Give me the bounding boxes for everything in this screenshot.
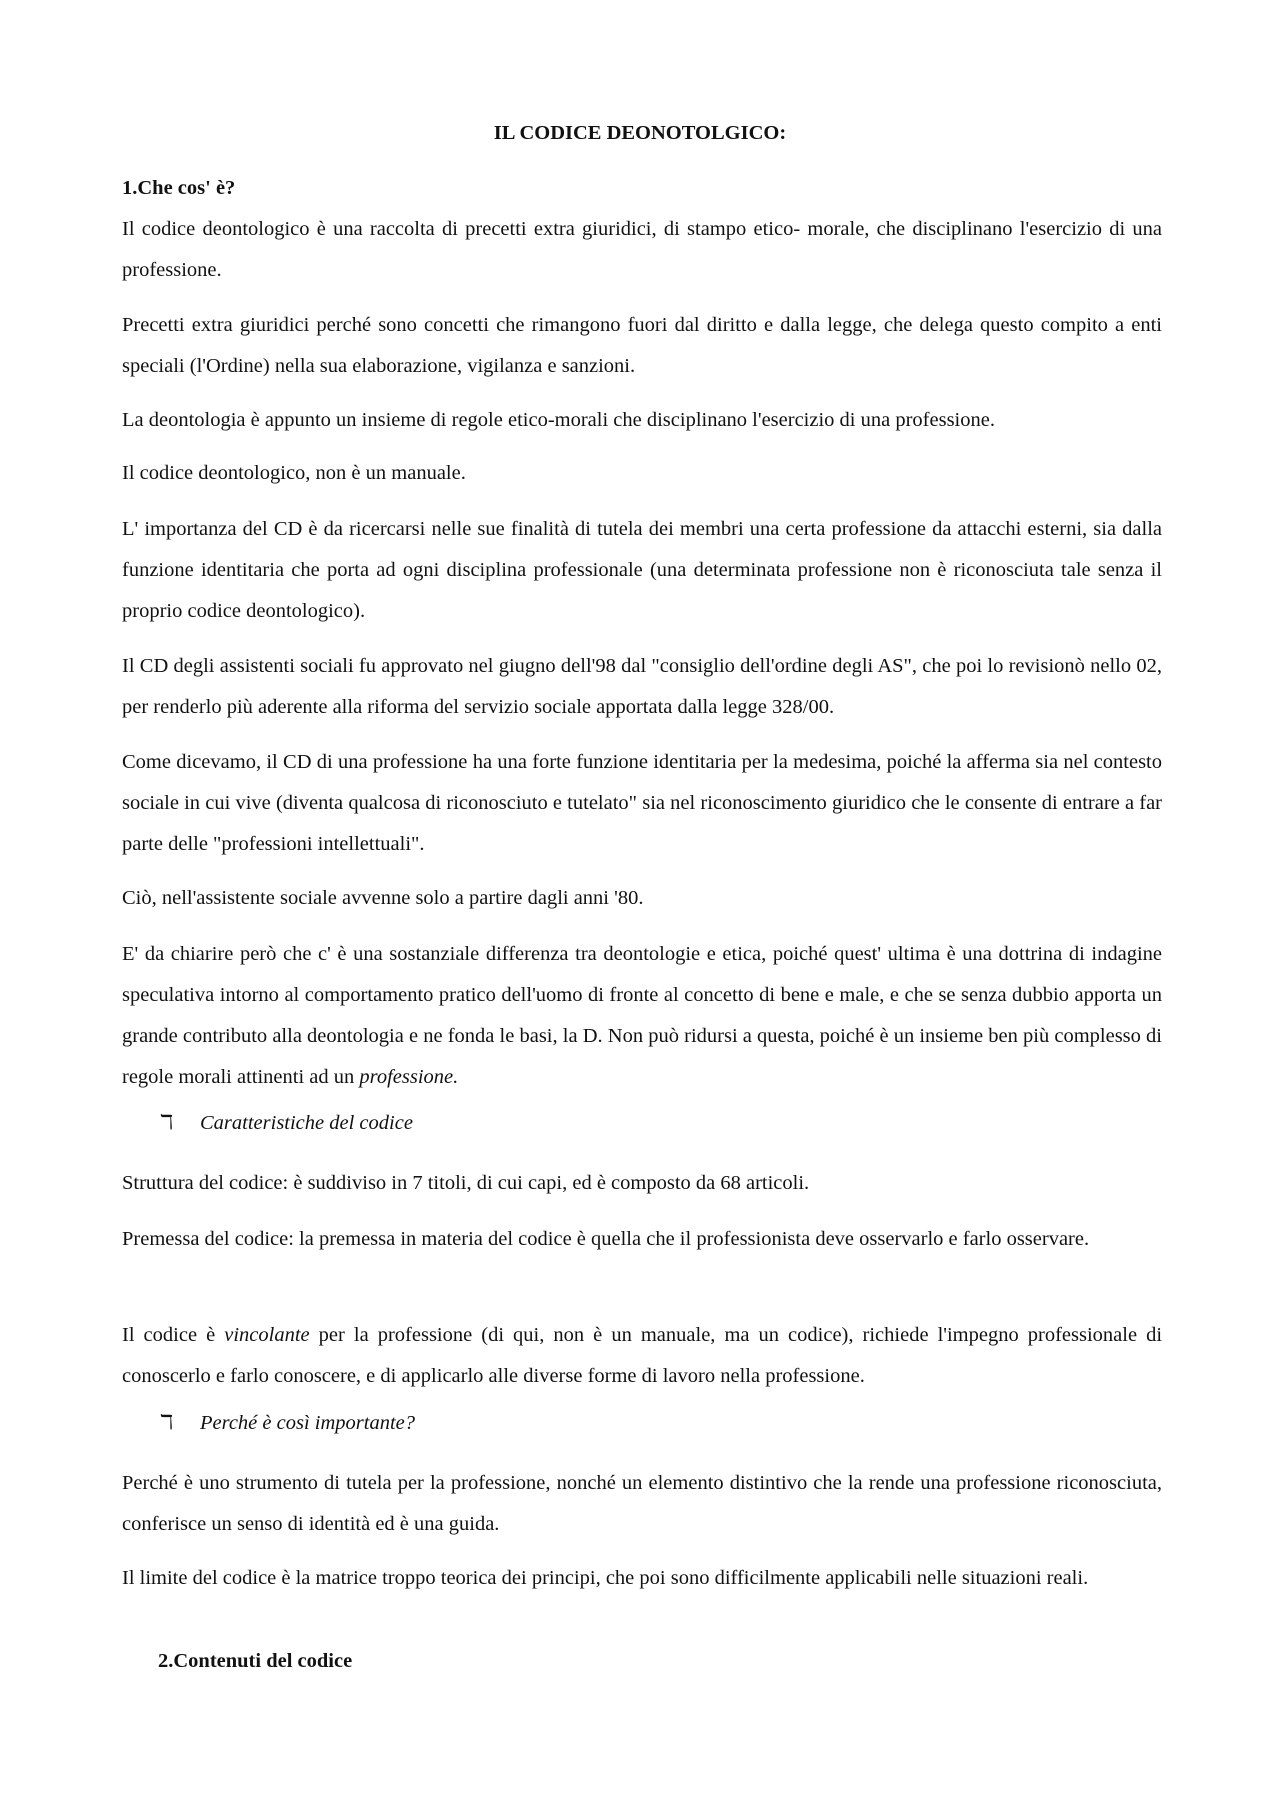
- binding-after: per la professione (di qui, non è un manuale, ma un codice), richiede l'impegno professionale di conoscerlo e farlo conoscere, e di applicarlo alle diverse forme di lavoro nella professione.: [122, 1324, 1163, 1387]
- bullet-icon: ℸ: [160, 1412, 174, 1434]
- paragraph-importance-cd: L' importanza del CD è da ricercarsi nelle sue finalità di tutela dei membri una certa professione da attacchi esterni, sia dalla funzione identitaria che porta ad ogni disciplina professionale (una determinata professione non è riconosciuta tale senza il proprio codice deontologico).: [122, 518, 1162, 622]
- paragraph-extra-legal: Precetti extra giuridici perché sono concetti che rimangono fuori dal diritto e dalla legge, che delega questo compito a enti speciali (l'Ordine) nella sua elaborazione, vigilanza e sanzioni.: [122, 314, 1162, 377]
- subsection-features: [160, 1110, 413, 1135]
- ethics-emphasis: professione.: [359, 1066, 459, 1088]
- ethics-text: E' da chiarire però che c' è una sostanziale differenza tra deontologie e etica, poiché quest' ultima è una dottrina di indagine speculativa intorno al comportamento pratico dell'uomo di fronte al concetto di bene e male, e che se senza dubbio apporta un grande contributo alla deontologia e ne fonda le basi, la D. Non può ridursi a questa, poiché è un insieme ben più complesso di regole morali attinenti ad un: [122, 943, 1162, 1088]
- section-heading-what-is: 1.Che cos' è?: [122, 177, 236, 199]
- document-title: IL CODICE DEONOTOLGICO:: [493, 122, 787, 144]
- paragraph-binding: [122, 1315, 1162, 1397]
- paragraph-structure: Struttura del codice: è suddiviso in 7 titoli, di cui capi, ed è composto da 68 articoli.: [122, 1172, 810, 1194]
- paragraph-identity: Come dicevamo, il CD di una professione ha una forte funzione identitaria per la medesima, poiché la afferma sia nel contesto sociale in cui vive (diventa qualcosa di riconosciuto e tutelato" sia nel riconoscimento giuridico che le consente di entrare a far parte delle "professioni intellettuali".: [122, 751, 1162, 855]
- section-heading-contents: 2.Contenuti del codice: [158, 1650, 353, 1672]
- paragraph-history: Il CD degli assistenti sociali fu approvato nel giugno dell'98 dal "consiglio dell'ordine degli AS", che poi lo revisionò nello 02, per renderlo più aderente alla riforma del servizio sociale apportata dalla legge 328/00.: [122, 655, 1162, 718]
- paragraph-definition: Il codice deontologico è una raccolta di precetti extra giuridici, di stampo etico- morale, che disciplinano l'esercizio di una professione.: [122, 218, 1162, 281]
- paragraph-limit: Il limite del codice è la matrice troppo teorica dei principi, che poi sono difficilmente applicabili nelle situazioni reali.: [122, 1567, 1089, 1589]
- paragraph-not-manual: Il codice deontologico, non è un manuale.: [122, 462, 466, 484]
- paragraph-eighties: Ciò, nell'assistente sociale avvenne solo a partire dagli anni '80.: [122, 887, 644, 909]
- binding-emphasis: vincolante: [224, 1324, 310, 1346]
- paragraph-deontology: La deontologia è appunto un insieme di regole etico-morali che disciplinano l'esercizio di una professione.: [122, 409, 995, 431]
- paragraph-premise: Premessa del codice: la premessa in materia del codice è quella che il professionista deve osservarlo e farlo osservare.: [122, 1228, 1090, 1250]
- subsection-why-important: [160, 1410, 415, 1435]
- paragraph-tool: Perché è uno strumento di tutela per la professione, nonché un elemento distintivo che la rende una professione riconosciuta, conferisce un senso di identità ed è una guida.: [122, 1472, 1162, 1535]
- binding-before: Il codice è: [122, 1324, 216, 1346]
- subsection-why-important-title: Perché è così importante?: [200, 1412, 415, 1434]
- paragraph-ethics: [122, 934, 1162, 1098]
- subsection-features-title: Caratteristiche del codice: [200, 1112, 413, 1134]
- bullet-icon: ℸ: [160, 1112, 174, 1134]
